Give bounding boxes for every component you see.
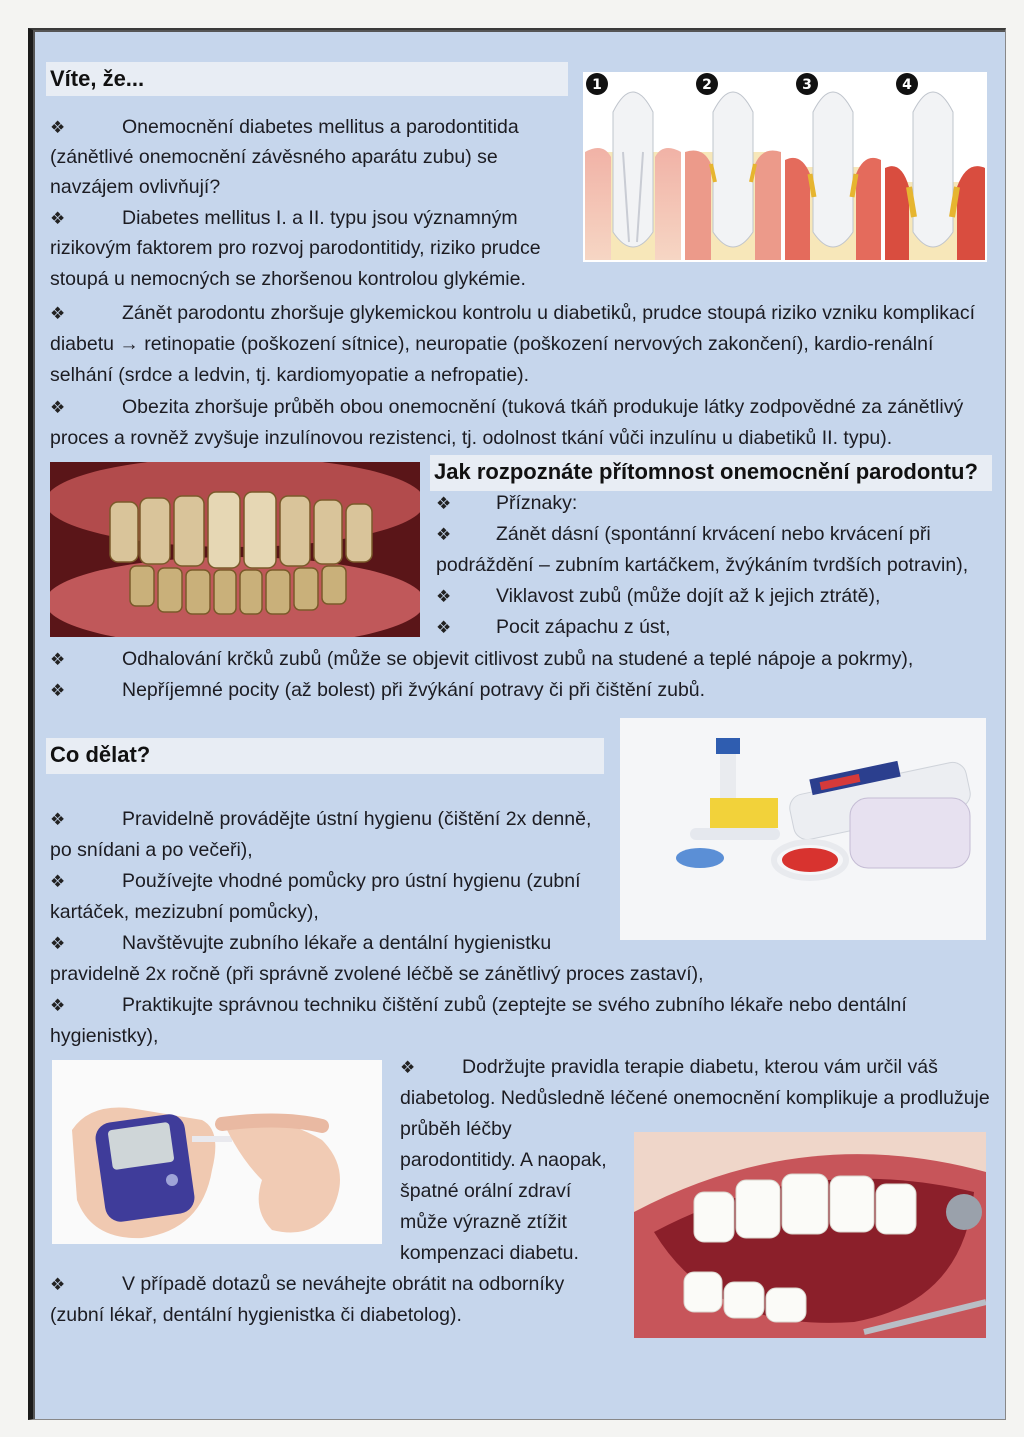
stage-4-number: 4 <box>902 77 912 93</box>
glucometer-photo <box>52 1060 382 1244</box>
stage-2-number: 2 <box>702 77 712 93</box>
co-line-6: pravidelně 2x ročně (při správně zvolené léčbě se zánětlivý proces zastaví), <box>50 963 704 985</box>
section-title-co: Co dělat? <box>46 738 604 774</box>
co-line-15: kompenzaci diabetu. <box>400 1242 579 1264</box>
vite-line-9: selhání (srdce a ledvin, tj. kardiomyopatie a nefropatie). <box>50 364 530 386</box>
bullet-icon: ❖ <box>436 587 452 606</box>
co-line-16: ❖ V případě dotazů se neváhejte obrátit na odborníky <box>50 1269 564 1301</box>
periodontitis-stages-image <box>583 72 987 262</box>
co-line-3: ❖ Používejte vhodné pomůcky pro ústní hygienu (zubní <box>50 866 581 898</box>
section-title-jak: Jak rozpoznáte přítomnost onemocnění parodontu? <box>430 455 992 491</box>
diseased-teeth-photo <box>50 462 420 637</box>
vite-line-6: stoupá u nemocných se zhoršenou kontrolou glykémie. <box>50 268 526 290</box>
jak-line-5: ❖ Pocit zápachu z úst, <box>436 612 671 644</box>
vite-line-4: ❖ Diabetes mellitus I. a II. typu jsou významným <box>50 203 518 235</box>
bullet-icon: ❖ <box>50 872 66 891</box>
bullet-icon: ❖ <box>50 996 66 1015</box>
vite-line-5: rizikovým faktorem pro rozvoj parodontitidy, riziko prudce <box>50 237 541 259</box>
bullet-icon: ❖ <box>436 525 452 544</box>
co-line-4: kartáček, mezizubní pomůcky), <box>50 901 319 923</box>
toothbrush-floss-photo <box>620 718 986 940</box>
stage-3-number: 3 <box>802 77 812 93</box>
jak-line-1: ❖ Příznaky: <box>436 488 577 520</box>
vite-line-10: ❖ Obezita zhoršuje průběh obou onemocnění (tuková tkáň produkuje látky zodpovědné za zánětlivý <box>50 392 963 424</box>
jak-line-2: ❖ Zánět dásní (spontánní krvácení nebo krvácení při <box>436 519 931 551</box>
bullet-icon: ❖ <box>50 934 66 953</box>
vite-line-7: ❖ Zánět parodontu zhoršuje glykemickou kontrolu u diabetiků, prudce stoupá riziko vzniku komplikací <box>50 298 975 330</box>
co-line-7: ❖ Praktikujte správnou techniku čištění zubů (zeptejte se svého zubního lékaře nebo dentální <box>50 990 907 1022</box>
stage-1-number: 1 <box>592 77 602 93</box>
co-line-1: ❖ Pravidelně provádějte ústní hygienu (čištění 2x denně, <box>50 804 591 836</box>
bullet-icon: ❖ <box>50 304 66 323</box>
co-line-5: ❖ Navštěvujte zubního lékaře a dentální hygienistku <box>50 928 551 960</box>
bullet-icon: ❖ <box>50 681 66 700</box>
jak-line-3: podráždění – zubním kartáčkem, žvýkáním tvrdších potravin), <box>436 554 969 576</box>
co-line-17: (zubní lékař, dentální hygienistka či diabetolog). <box>50 1304 462 1326</box>
co-line-9: ❖ Dodržujte pravidla terapie diabetu, kterou vám určil váš <box>400 1052 938 1084</box>
bullet-icon: ❖ <box>50 650 66 669</box>
co-line-13: špatné orální zdraví <box>400 1180 572 1202</box>
vite-line-8: diabetu → retinopatie (poškození sítnice), neuropatie (poškození nervových zakončení), kardio-renální <box>50 333 934 355</box>
section-title-vite: Víte, že... <box>46 62 568 96</box>
co-line-12: parodontitidy. A naopak, <box>400 1149 607 1171</box>
vite-line-3: navzájem ovlivňují? <box>50 176 221 198</box>
bullet-icon: ❖ <box>50 1275 66 1294</box>
bullet-icon: ❖ <box>400 1058 416 1077</box>
bullet-icon: ❖ <box>436 494 452 513</box>
co-line-14: může výrazně ztížit <box>400 1211 567 1233</box>
bullet-icon: ❖ <box>50 810 66 829</box>
bullet-icon: ❖ <box>50 118 66 137</box>
vite-line-11: proces a rovněž zvyšuje inzulínovou rezistenci, tj. odolnost tkání vůči inzulínu u diabetiků II. typu). <box>50 427 893 449</box>
healthy-smile-photo <box>634 1132 986 1338</box>
co-line-8: hygienistky), <box>50 1025 159 1047</box>
co-line-2: po snídani a po večeři), <box>50 839 253 861</box>
vite-line-2: (zánětlivé onemocnění závěsného aparátu zubu) se <box>50 146 498 168</box>
jak-line-6: ❖ Odhalování krčků zubů (může se objevit citlivost zubů na studené a teplé nápoje a pokrmy), <box>50 644 913 676</box>
bullet-icon: ❖ <box>50 398 66 417</box>
co-line-10: diabetolog. Nedůsledně léčené onemocnění komplikuje a prodlužuje <box>400 1087 990 1109</box>
jak-line-7: ❖ Nepříjemné pocity (až bolest) při žvýkání potravy či při čištění zubů. <box>50 675 705 707</box>
bullet-icon: ❖ <box>50 209 66 228</box>
jak-line-4: ❖ Viklavost zubů (může dojít až k jejich ztrátě), <box>436 581 880 613</box>
bullet-icon: ❖ <box>436 618 452 637</box>
co-line-11: průběh léčby <box>400 1118 512 1140</box>
vite-line-1: ❖ Onemocnění diabetes mellitus a parodontitida <box>50 112 519 144</box>
